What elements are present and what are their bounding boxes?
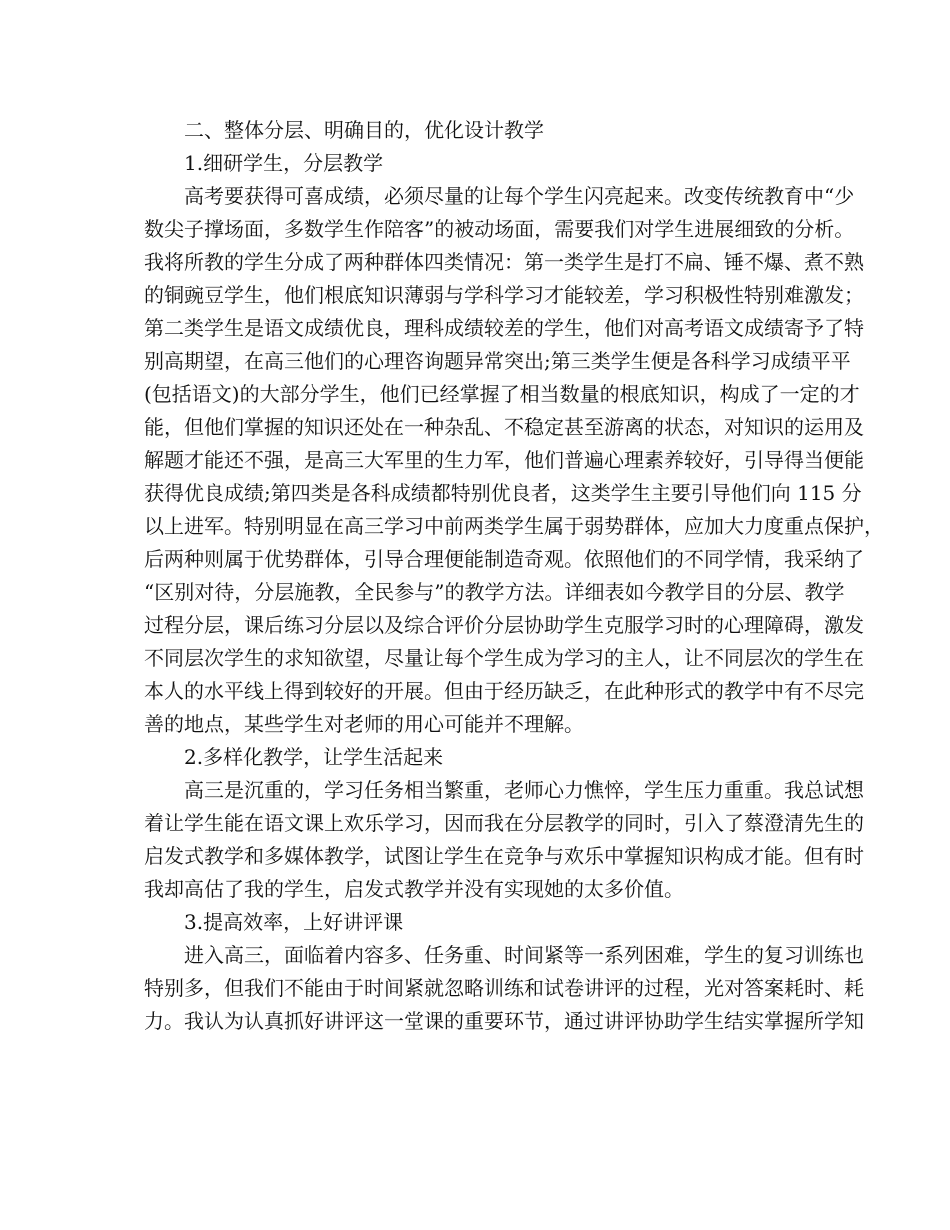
paragraph-line: 我却高估了我的学生，启发式教学并没有实现她的太多价值。 — [144, 877, 684, 901]
paragraph-line: 后两种则属于优势群体，引导合理便能制造奇观。依照他们的不同学情，我采纳了 — [144, 547, 864, 571]
paragraph-line: 过程分层，课后练习分层以及综合评价分层协助学生克服学习时的心理障碍，激发 — [144, 613, 864, 637]
paragraph-line: 的铜豌豆学生，他们根底知识薄弱与学科学习才能较差，学习积极性特别难激发； — [144, 283, 864, 307]
subsection-heading: 3.提高效率，上好讲评课 — [184, 910, 404, 934]
paragraph-line: 力。我认为认真抓好讲评这一堂课的重要环节，通过讲评协助学生结实掌握所学知 — [144, 1009, 864, 1033]
paragraph-line: 进入高三，面临着内容多、任务重、时间紧等一系列困难，学生的复习训练也 — [184, 943, 864, 967]
paragraph-line: 能，但他们掌握的知识还处在一种杂乱、不稳定甚至游离的状态，对知识的运用及 — [144, 415, 864, 439]
paragraph — [144, 774, 864, 906]
paragraph-line: 着让学生能在语文课上欢乐学习，因而我在分层教学的同时，引入了蔡澄清先生的 — [144, 811, 864, 835]
paragraph-line: 数尖子撑场面，多数学生作陪客”的被动场面，需要我们对学生进展细致的分析。 — [144, 217, 855, 241]
paragraph-line: 别高期望，在高三他们的心理咨询题异常突出;第三类学生便是各科学习成绩平平 — [144, 349, 851, 373]
paragraph-line: “区别对待，分层施教，全民参与”的教学方法。详细表如今教学目的分层、教学 — [144, 580, 845, 604]
section-title: 二、整体分层、明确目的，优化设计教学 — [184, 118, 544, 142]
document-page — [144, 114, 884, 1038]
paragraph-line: 第二类学生是语文成绩优良，理科成绩较差的学生，他们对高考语文成绩寄予了特 — [144, 316, 864, 340]
paragraph-line: 善的地点，某些学生对老师的用心可能并不理解。 — [144, 712, 584, 736]
paragraph — [144, 180, 884, 741]
paragraph-line: 特别多，但我们不能由于时间紧就忽略训练和试卷讲评的过程，光对答案耗时、耗 — [144, 976, 864, 1000]
paragraph-line: 以上进军。特别明显在高三学习中前两类学生属于弱势群体，应加大力度重点保护， — [144, 514, 884, 538]
paragraph-line: 不同层次学生的求知欲望，尽量让每个学生成为学习的主人，让不同层次的学生在 — [144, 646, 864, 670]
subsection-heading: 2.多样化教学，让学生活起来 — [184, 745, 444, 769]
paragraph-line: 启发式教学和多媒体教学，试图让学生在竞争与欢乐中掌握知识构成才能。但有时 — [144, 844, 864, 868]
paragraph — [144, 939, 864, 1038]
paragraph-line: 我将所教的学生分成了两种群体四类情况：第一类学生是打不扁、锤不爆、煮不熟 — [144, 250, 864, 274]
paragraph-line: 高三是沉重的，学习任务相当繁重，老师心力憔悴，学生压力重重。我总试想 — [184, 778, 864, 802]
paragraph-line: 获得优良成绩;第四类是各科成绩都特别优良者，这类学生主要引导他们向 115 分 — [144, 481, 862, 505]
paragraph-line: 高考要获得可喜成绩，必须尽量的让每个学生闪亮起来。改变传统教育中“少 — [184, 184, 855, 208]
subsection-heading: 1.细研学生，分层教学 — [184, 151, 384, 175]
paragraph-line: 本人的水平线上得到较好的开展。但由于经历缺乏，在此种形式的教学中有不尽完 — [144, 679, 864, 703]
paragraph-line: (包括语文)的大部分学生，他们已经掌握了相当数量的根底知识，构成了一定的才 — [144, 382, 860, 406]
paragraph-line: 解题才能还不强，是高三大军里的生力军，他们普遍心理素养较好，引导得当便能 — [144, 448, 864, 472]
